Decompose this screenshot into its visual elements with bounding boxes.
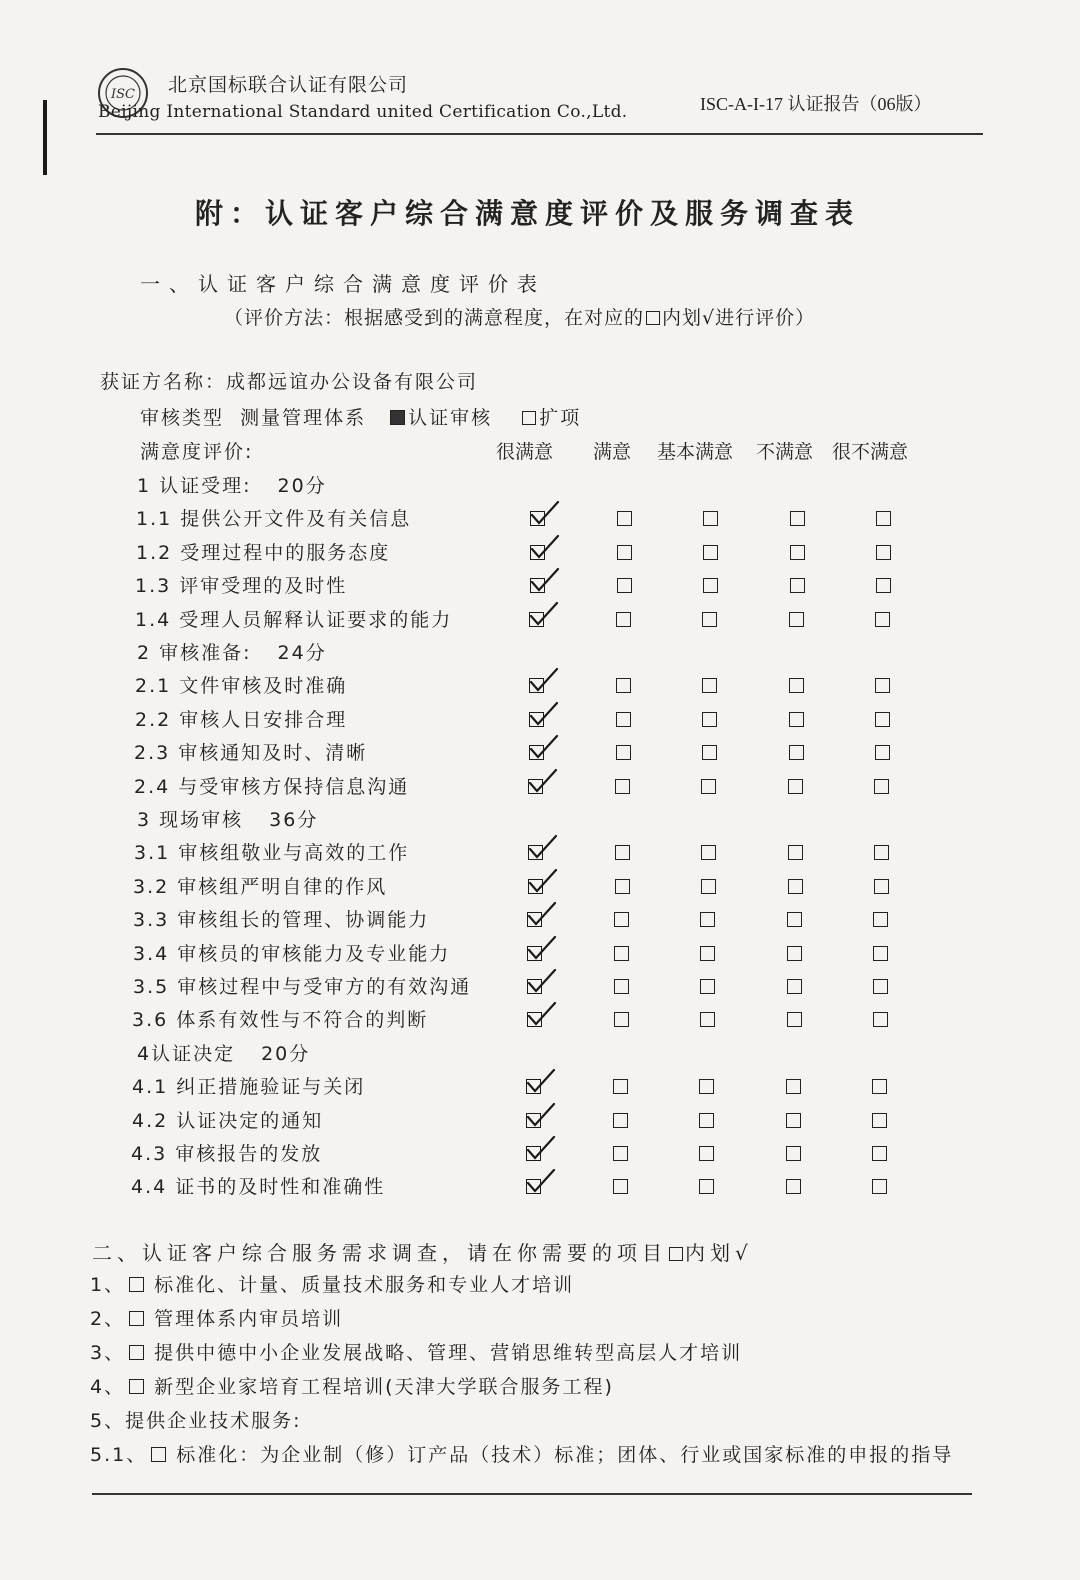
rating-checkbox[interactable] xyxy=(787,912,802,927)
service-text: 管理体系内审员培训 xyxy=(154,1308,344,1330)
check-mark-icon xyxy=(528,532,564,560)
category-points: 20分 xyxy=(261,1042,311,1065)
service-text: 标准化：为企业制（修）订产品（技术）标准；团体、行业或国家标准的申报的指导 xyxy=(176,1444,954,1466)
rating-checkbox[interactable] xyxy=(875,678,890,693)
rating-checkbox[interactable] xyxy=(700,979,715,994)
check-mark-icon xyxy=(528,565,564,593)
rating-checkbox[interactable] xyxy=(703,545,718,560)
scan-edge-mark xyxy=(43,100,47,175)
rating-checkbox[interactable] xyxy=(872,1079,887,1094)
rating-checkbox[interactable] xyxy=(702,745,717,760)
col-dissatisfied: 不满意 xyxy=(756,441,814,463)
rating-checkbox[interactable] xyxy=(616,678,631,693)
rating-checkbox[interactable] xyxy=(788,779,803,794)
rating-checkbox[interactable] xyxy=(788,879,803,894)
rating-checkbox[interactable] xyxy=(787,979,802,994)
service-checkbox[interactable] xyxy=(129,1345,144,1360)
check-mark-icon xyxy=(524,1066,560,1094)
inline-checkbox-icon xyxy=(669,1247,683,1261)
check-mark-icon xyxy=(524,1166,560,1194)
service-item[interactable] xyxy=(90,1372,614,1399)
rating-item-label: 3.4 审核员的审核能力及专业能力 xyxy=(133,942,451,965)
rating-checkbox[interactable] xyxy=(874,845,889,860)
document-code: ISC-A-I-17 认证报告（06版） xyxy=(700,94,932,114)
rating-item-label: 3.1 审核组敬业与高效的工作 xyxy=(134,842,410,865)
rating-checkbox[interactable] xyxy=(789,712,804,727)
cert-audit-label: 认证审核 xyxy=(408,407,493,429)
check-mark-icon xyxy=(524,1133,560,1161)
rating-checkbox[interactable] xyxy=(875,712,890,727)
check-mark-icon xyxy=(525,966,561,994)
rating-checkbox[interactable] xyxy=(701,779,716,794)
category-label: 2 审核准备: xyxy=(137,642,252,664)
rating-checkbox[interactable] xyxy=(613,1113,628,1128)
rating-checkbox[interactable] xyxy=(699,1146,714,1161)
rating-checkbox[interactable] xyxy=(874,879,889,894)
service-checkbox[interactable] xyxy=(129,1277,144,1292)
rating-checkbox[interactable] xyxy=(702,678,717,693)
col-satisfied: 满意 xyxy=(593,441,632,463)
check-mark-icon xyxy=(525,999,561,1027)
rating-checkbox[interactable] xyxy=(616,712,631,727)
service-number: 3、 xyxy=(90,1342,126,1364)
check-mark-icon xyxy=(527,732,563,760)
footer-divider xyxy=(92,1493,972,1495)
service-checkbox[interactable] xyxy=(129,1379,144,1394)
rating-checkbox[interactable] xyxy=(787,1012,802,1027)
expand-scope-checkbox[interactable] xyxy=(522,411,536,425)
rating-item-label: 3.2 审核组严明自律的作风 xyxy=(133,875,388,898)
col-very-satisfied: 很满意 xyxy=(496,441,554,463)
service-checkbox[interactable] xyxy=(129,1311,144,1326)
rating-checkbox[interactable] xyxy=(702,612,717,627)
rating-checkbox[interactable] xyxy=(789,745,804,760)
service-number: 2、 xyxy=(90,1308,126,1330)
rating-checkbox[interactable] xyxy=(614,979,629,994)
service-text: 提供企业技术服务: xyxy=(125,1410,302,1432)
rating-checkbox[interactable] xyxy=(872,1179,887,1194)
rating-checkbox[interactable] xyxy=(702,712,717,727)
rating-checkbox[interactable] xyxy=(614,1012,629,1027)
svg-text:ISC: ISC xyxy=(111,87,135,102)
rating-checkbox[interactable] xyxy=(875,745,890,760)
method-text-after: 内划 xyxy=(662,307,703,329)
company-name-en: Beijing International Standard united Certification Co.,Ltd. xyxy=(98,102,628,122)
col-very-dissatisfied: 很不满意 xyxy=(832,441,909,463)
satisfaction-label: 满意度评价: xyxy=(140,441,254,463)
rating-checkbox[interactable] xyxy=(786,1179,801,1194)
service-item[interactable] xyxy=(90,1304,343,1331)
rating-checkbox[interactable] xyxy=(615,779,630,794)
rating-checkbox[interactable] xyxy=(875,612,890,627)
category-heading xyxy=(137,1039,310,1066)
method-text-before: （评价方法：根据感受到的满意程度，在对应的 xyxy=(224,307,645,329)
rating-checkbox[interactable] xyxy=(701,879,716,894)
header-divider xyxy=(96,133,983,135)
expand-scope-label: 扩项 xyxy=(539,407,582,429)
rating-checkbox[interactable] xyxy=(613,1179,628,1194)
rating-checkbox[interactable] xyxy=(614,912,629,927)
rating-checkbox[interactable] xyxy=(790,545,805,560)
check-mark-icon xyxy=(527,699,563,727)
rating-checkbox[interactable] xyxy=(786,1079,801,1094)
rating-item-label: 4.1 纠正措施验证与关闭 xyxy=(132,1076,366,1099)
audit-type-label: 审核类型 xyxy=(140,407,225,429)
rating-checkbox[interactable] xyxy=(786,1146,801,1161)
category-points: 24分 xyxy=(277,642,327,664)
rating-checkbox[interactable] xyxy=(873,946,888,961)
check-mark-icon xyxy=(526,832,562,860)
rating-item-label: 1.4 受理人员解释认证要求的能力 xyxy=(135,608,453,631)
service-item xyxy=(90,1406,302,1433)
section2-heading xyxy=(92,1237,753,1266)
check-mark-icon xyxy=(526,866,562,894)
rating-checkbox[interactable] xyxy=(787,946,802,961)
category-label: 1 认证受理: xyxy=(137,475,252,497)
service-number: 1、 xyxy=(90,1274,126,1296)
section2-text-after: 内划 xyxy=(685,1241,735,1265)
rating-item-label: 4.4 证书的及时性和准确性 xyxy=(131,1176,386,1199)
rating-item-label: 1.1 提供公开文件及有关信息 xyxy=(136,508,412,531)
rating-checkbox[interactable] xyxy=(613,1146,628,1161)
rating-checkbox[interactable] xyxy=(699,1079,714,1094)
rating-item-label: 2.4 与受审核方保持信息沟通 xyxy=(134,775,410,798)
col-basically-satisfied: 基本满意 xyxy=(657,441,734,463)
audit-type-row xyxy=(140,403,581,430)
category-label: 3 现场审核 xyxy=(137,809,244,831)
rating-item-label: 4.3 审核报告的发放 xyxy=(131,1143,323,1165)
rating-checkbox[interactable] xyxy=(876,545,891,560)
rating-checkbox[interactable] xyxy=(615,845,630,860)
service-number: 5、 xyxy=(90,1410,126,1432)
rating-item-label: 1.3 评审受理的及时性 xyxy=(135,575,348,598)
rating-checkbox[interactable] xyxy=(790,578,805,593)
service-checkbox[interactable] xyxy=(151,1447,166,1462)
rating-checkbox[interactable] xyxy=(617,578,632,593)
rating-checkbox[interactable] xyxy=(703,578,718,593)
rating-checkbox[interactable] xyxy=(872,1113,887,1128)
category-heading xyxy=(137,805,318,832)
service-number: 4、 xyxy=(90,1376,126,1398)
rating-checkbox[interactable] xyxy=(614,946,629,961)
rating-item-label: 3.6 体系有效性与不符合的判断 xyxy=(132,1009,429,1032)
org-name: 成都远谊办公设备有限公司 xyxy=(226,371,479,393)
method-check-mark: √ xyxy=(702,307,716,329)
category-heading xyxy=(137,638,327,665)
rating-checkbox[interactable] xyxy=(699,1179,714,1194)
management-system: 测量管理体系 xyxy=(240,407,367,429)
rating-checkbox[interactable] xyxy=(786,1113,801,1128)
service-text: 标准化、计量、质量技术服务和专业人才培训 xyxy=(154,1274,575,1296)
check-mark-icon xyxy=(525,933,561,961)
rating-item-label: 2.2 审核人日安排合理 xyxy=(135,708,348,731)
check-mark-icon xyxy=(527,599,563,627)
rating-checkbox[interactable] xyxy=(700,946,715,961)
service-item[interactable] xyxy=(90,1440,953,1467)
check-mark-icon xyxy=(524,1100,560,1128)
service-number: 5.1、 xyxy=(90,1444,148,1466)
cert-audit-checkbox[interactable] xyxy=(390,410,405,425)
check-mark-icon xyxy=(527,665,563,693)
section2-text-before: 二、认证客户综合服务需求调查，请在你需要的项目 xyxy=(92,1241,667,1265)
org-label: 获证方名称： xyxy=(100,371,227,393)
method-text-end: 进行评价） xyxy=(715,307,816,329)
rating-checkbox[interactable] xyxy=(789,678,804,693)
rating-checkbox[interactable] xyxy=(613,1079,628,1094)
rating-checkbox[interactable] xyxy=(703,511,718,526)
service-text: 新型企业家培育工程培训(天津大学联合服务工程) xyxy=(154,1376,614,1398)
inline-checkbox-icon xyxy=(646,311,660,325)
check-mark-icon xyxy=(528,498,564,526)
rating-checkbox[interactable] xyxy=(789,612,804,627)
evaluation-method xyxy=(224,303,815,330)
section2-check-mark: √ xyxy=(735,1241,753,1265)
rating-item-label: 3.5 审核过程中与受审方的有效沟通 xyxy=(133,976,472,998)
category-points: 36分 xyxy=(269,809,319,831)
check-mark-icon xyxy=(526,766,562,794)
rating-checkbox[interactable] xyxy=(701,845,716,860)
company-name-cn: 北京国标联合认证有限公司 xyxy=(168,74,409,96)
rating-checkbox[interactable] xyxy=(790,511,805,526)
page-title: 附：认证客户综合满意度评价及服务调查表 xyxy=(195,197,861,230)
rating-checkbox[interactable] xyxy=(700,1012,715,1027)
rating-checkbox[interactable] xyxy=(873,1012,888,1027)
category-heading xyxy=(137,471,327,498)
rating-checkbox[interactable] xyxy=(873,912,888,927)
rating-checkbox[interactable] xyxy=(615,879,630,894)
rating-item-label: 3.3 审核组长的管理、协调能力 xyxy=(133,909,430,932)
category-label: 4认证决定 xyxy=(137,1042,236,1065)
rating-item-label: 2.1 文件审核及时准确 xyxy=(135,675,348,698)
rating-checkbox[interactable] xyxy=(617,511,632,526)
rating-checkbox[interactable] xyxy=(873,979,888,994)
rating-checkbox[interactable] xyxy=(699,1113,714,1128)
service-item[interactable] xyxy=(90,1270,574,1297)
rating-item-label: 4.2 认证决定的通知 xyxy=(132,1109,324,1132)
rating-item-label: 1.2 受理过程中的服务态度 xyxy=(136,541,391,564)
rating-checkbox[interactable] xyxy=(700,912,715,927)
rating-checkbox[interactable] xyxy=(874,779,889,794)
rating-checkbox[interactable] xyxy=(876,578,891,593)
rating-item-label: 2.3 审核通知及时、清晰 xyxy=(134,742,368,765)
rating-checkbox[interactable] xyxy=(876,511,891,526)
rating-checkbox[interactable] xyxy=(616,745,631,760)
check-mark-icon xyxy=(525,899,561,927)
section1-heading: 一、认证客户综合满意度评价表 xyxy=(140,272,546,296)
certified-org xyxy=(100,367,478,394)
rating-checkbox[interactable] xyxy=(872,1146,887,1161)
category-points: 20分 xyxy=(277,475,327,497)
service-item[interactable] xyxy=(90,1338,742,1365)
rating-checkbox[interactable] xyxy=(617,545,632,560)
rating-checkbox[interactable] xyxy=(788,845,803,860)
service-text: 提供中德中小企业发展战略、管理、营销思维转型高层人才培训 xyxy=(154,1342,743,1364)
rating-checkbox[interactable] xyxy=(616,612,631,627)
